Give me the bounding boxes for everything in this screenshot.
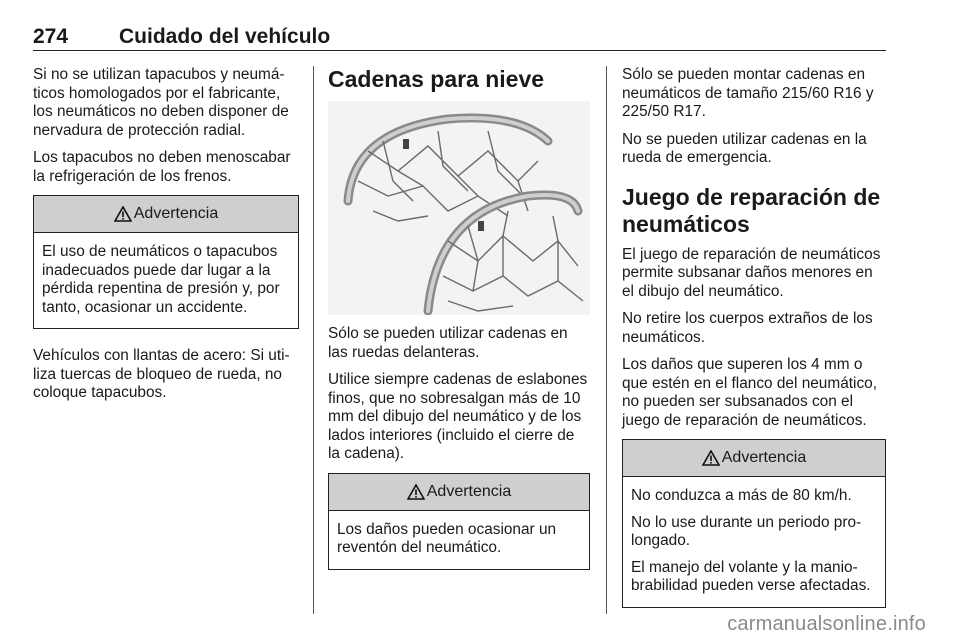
warning-header: [329, 474, 589, 511]
warning-text: El manejo del volante y la maniobrabilidad pueden verse afectadas.: [631, 558, 871, 594]
paragraph: Vehículos con llantas de acero: Si utiliza tuercas de bloqueo de rueda, no coloque tapacubos.: [33, 347, 290, 401]
warning-triangle-icon: [702, 450, 720, 466]
section-heading: Cadenas para nieve: [328, 66, 545, 92]
paragraph: No retire los cuerpos extraños de los neumáticos.: [622, 310, 873, 346]
paragraph: Los tapacubos no deben menoscabar la refrigeración de los frenos.: [33, 149, 291, 185]
warning-text: No conduzca a más de 80 km/h.: [631, 487, 852, 504]
column-2: [328, 66, 590, 588]
paragraph: Sólo se pueden montar cadenas en neumáticos de tamaño 215/60 R16 y 225/50 R17.: [622, 66, 874, 120]
warning-triangle-icon: [407, 484, 425, 500]
paragraph: Sólo se pueden utilizar cadenas en las ruedas delanteras.: [328, 325, 568, 361]
warning-header: [623, 440, 885, 477]
snow-chains-illustration: [328, 101, 590, 315]
warning-text: No lo use durante un periodo prolongado.: [631, 513, 862, 549]
column-3: [622, 66, 886, 626]
warning-header: [34, 196, 298, 233]
watermark: carmanualsonline.info: [727, 613, 926, 635]
section-heading: Juego de reparación de neumáticos: [622, 183, 881, 237]
page-number: 274: [33, 25, 69, 48]
paragraph: Los daños que superen los 4 mm o que estén en el flanco del neumático, no pueden ser subsanados con el juego de reparación de neumáticos.: [622, 356, 877, 429]
paragraph: No se pueden utilizar cadenas en la rueda de emergencia.: [622, 130, 867, 166]
column-1: [33, 66, 299, 412]
paragraph: El juego de reparación de neumáticos permite subsanar daños menores en el dibujo del neumático.: [622, 245, 881, 300]
page-header: [33, 14, 886, 51]
warning-title: Advertencia: [133, 205, 219, 222]
column-divider-1: [313, 66, 314, 614]
warning-text: El uso de neumáticos o tapacubos inadecuados puede dar lugar a la pérdida repentina de presión y, por tanto, ocasionar un accidente.: [42, 243, 280, 316]
paragraph: Utilice siempre cadenas de eslabones finos, que no sobresalgan más de 10 mm del dibujo del neumático y de los lados interiores (incluido el cierre de la cadena).: [328, 371, 588, 462]
warning-title: Advertencia: [426, 482, 512, 500]
warning-box: [328, 473, 590, 570]
warning-title: Advertencia: [721, 449, 807, 466]
column-divider-2: [606, 66, 607, 614]
warning-triangle-icon: [114, 206, 132, 222]
warning-box: [33, 195, 299, 329]
warning-text: Los daños pueden ocasionar un reventón del neumático.: [337, 520, 557, 556]
paragraph: Si no se utilizan tapacubos y neumáticos homologados por el fabricante, los neumáticos no deben disponer de nervadura de protección radial.: [33, 66, 289, 139]
snow-chains-icon: [328, 101, 590, 315]
warning-box: [622, 439, 886, 608]
section-title: Cuidado del vehículo: [119, 25, 331, 48]
